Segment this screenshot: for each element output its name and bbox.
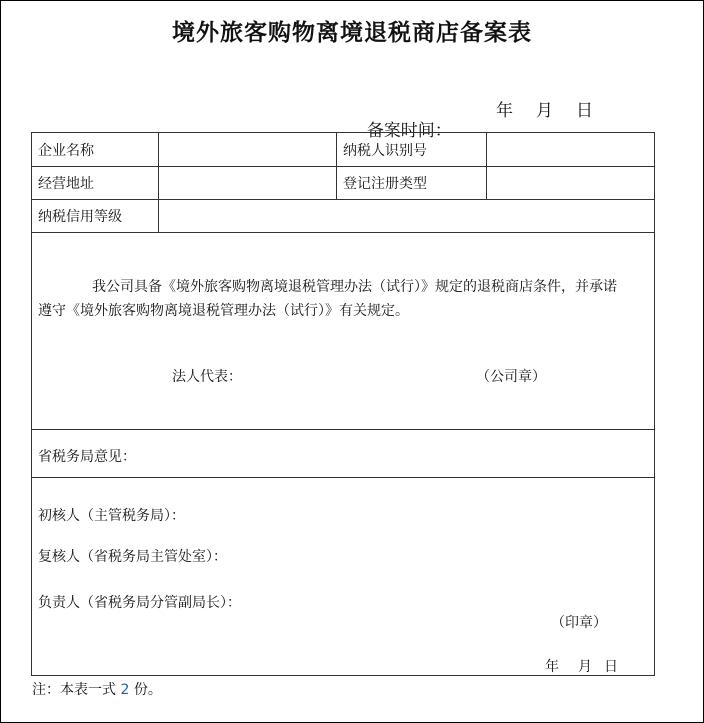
review-date-year: 年 [545, 659, 559, 675]
declaration-line-1: 我公司具备《境外旅客购物离境退税管理办法（试行）》规定的退税商店条件，并承诺 [92, 279, 617, 295]
row-divider [31, 232, 655, 233]
review-date-day: 日 [604, 659, 618, 675]
label-registration-type: 登记注册类型 [343, 176, 427, 192]
registration-type-field[interactable] [488, 168, 653, 198]
col-divider [486, 132, 487, 199]
document-title: 境外旅客购物离境退税商店备案表 [172, 19, 532, 46]
label-company-name: 企业名称 [38, 143, 94, 159]
row-divider [31, 477, 655, 478]
label-taxpayer-id: 纳税人识别号 [343, 143, 427, 159]
declaration-line-2: 遵守《境外旅客购物离境退税管理办法（试行）》有关规定。 [38, 303, 409, 319]
row-divider [31, 166, 655, 167]
note-suffix: 份。 [133, 682, 162, 698]
table-border-left [31, 132, 32, 676]
provincial-opinion-label: 省税务局意见： [38, 449, 136, 465]
table-border-top [31, 132, 655, 133]
business-address-field[interactable] [160, 168, 335, 198]
filing-date-label: 备案时间： [366, 121, 452, 141]
company-seal: （公司章） [476, 369, 546, 385]
filing-date-month: 月 [536, 101, 553, 121]
legal-rep-label: 法人代表： [172, 369, 242, 385]
label-credit-rating: 纳税信用等级 [38, 209, 122, 225]
taxpayer-id-field[interactable] [488, 134, 653, 165]
note-prefix: 注：本表一式 [32, 682, 116, 698]
table-border-bottom [31, 675, 655, 676]
label-business-address: 经营地址 [38, 176, 94, 192]
footer-note [32, 679, 162, 699]
responsible-person-label: 负责人（省税务局分管副局长）： [38, 595, 241, 611]
row-divider [31, 429, 655, 430]
col-divider [336, 132, 337, 199]
table-border-right [654, 132, 655, 676]
note-copies-number: 2 [120, 682, 130, 698]
filing-date-year: 年 [496, 101, 513, 121]
second-reviewer-label: 复核人（省税务局主管处室）： [38, 549, 227, 565]
row-divider [31, 199, 655, 200]
company-name-field[interactable] [160, 134, 335, 165]
review-date-month: 月 [578, 659, 592, 675]
official-seal: （印章） [551, 615, 607, 631]
filing-date-day: 日 [576, 101, 593, 121]
col-divider [158, 132, 159, 232]
credit-rating-field[interactable] [160, 201, 653, 231]
initial-reviewer-label: 初核人（主管税务局）： [38, 508, 185, 524]
